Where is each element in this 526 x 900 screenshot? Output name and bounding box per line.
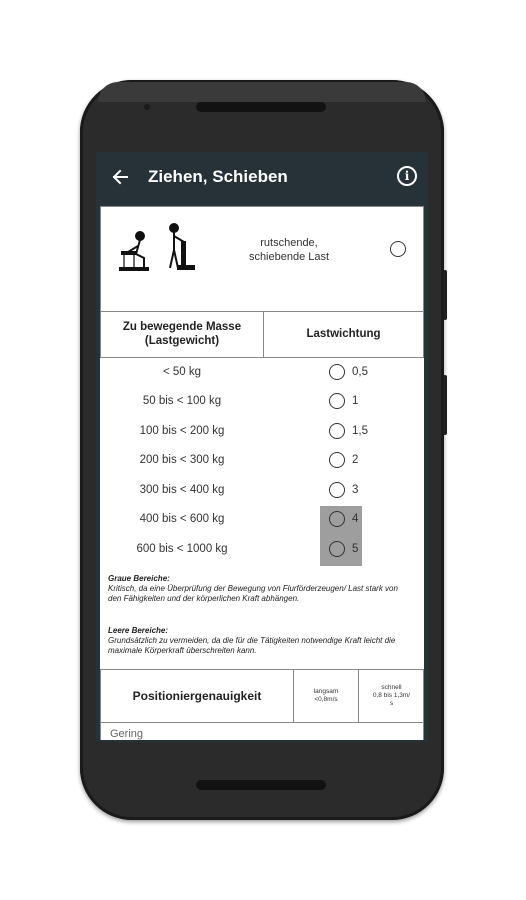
back-button[interactable]: [110, 167, 130, 187]
weight-radio[interactable]: [329, 393, 345, 409]
grey-areas-note: [108, 574, 408, 604]
header-weight: Lastwichtung: [306, 328, 381, 340]
weight-value: 5: [352, 543, 359, 555]
bottom-speaker: [196, 780, 326, 790]
app-bar: [96, 152, 428, 202]
positioning-row-label: Gering: [110, 728, 144, 740]
speed-fast-line3: s: [389, 700, 394, 707]
page-title: Ziehen, Schieben: [148, 167, 288, 186]
mass-label: 50 bis < 100 kg: [142, 395, 222, 407]
load-type-line2: schiebende Last: [248, 251, 330, 263]
speed-slow-line2: <0,8m/s: [314, 696, 338, 703]
mass-label: 400 bis < 600 kg: [139, 513, 225, 525]
info-button[interactable]: [397, 166, 417, 186]
phone-top-edge: [98, 82, 426, 102]
weight-radio[interactable]: [329, 482, 345, 498]
earpiece-speaker: [196, 102, 326, 112]
grey-areas-title: Graue Bereiche:: [108, 574, 170, 583]
mass-label: 200 bis < 300 kg: [139, 454, 225, 466]
speed-fast-line2: 0,8 bis 1,3m/: [372, 692, 411, 699]
weight-value: 3: [352, 484, 359, 496]
load-type-line1: rutschende,: [260, 237, 318, 249]
weight-radio[interactable]: [329, 364, 345, 380]
info-icon: i: [404, 169, 410, 183]
header-mass-line1: Zu bewegende Masse: [122, 321, 242, 333]
speed-slow-line1: langsam: [313, 688, 339, 695]
mass-label: 300 bis < 400 kg: [139, 484, 225, 496]
speed-fast-line1: schnell: [381, 684, 402, 691]
weight-radio[interactable]: [329, 452, 345, 468]
empty-areas-text: Grundsätzlich zu vermeiden, da die für die Tätigkeiten notwendige Kraft leicht die maximale Körperkraft überschreiten kann.: [108, 636, 396, 655]
speed-fast: [359, 670, 424, 722]
volume-button: [443, 270, 447, 320]
pushing-worker-figure: [118, 222, 198, 278]
app-screen: [96, 152, 428, 742]
arrow-left-icon: [112, 169, 128, 185]
weight-radio[interactable]: [329, 511, 345, 527]
grey-areas-text: Kritisch, da eine Überprüfung der Bewegung von Flurförderzeugen/ Last stark von den Fähigkeiten und der körperlichen Kraft abhängen.: [108, 584, 398, 603]
front-camera: [144, 104, 150, 110]
weight-radio[interactable]: [329, 423, 345, 439]
mass-label: < 50 kg: [162, 366, 202, 378]
weight-value: 0,5: [352, 366, 368, 378]
header-mass: [100, 311, 264, 357]
content-card: [100, 206, 424, 740]
load-type-label: [230, 236, 348, 264]
power-button: [443, 375, 447, 435]
mass-label: 600 bis < 1000 kg: [136, 543, 228, 555]
weight-value: 1,5: [352, 425, 368, 437]
speed-slow: [293, 670, 359, 722]
positioning-first-row: [100, 722, 424, 740]
weight-value: 4: [352, 513, 359, 525]
mass-label: 100 bis < 200 kg: [139, 425, 225, 437]
header-mass-line2: (Lastgewicht): [144, 335, 220, 347]
load-type-radio[interactable]: [390, 241, 406, 257]
weight-value: 1: [352, 395, 359, 407]
weight-value: 2: [352, 454, 359, 466]
weight-radio[interactable]: [329, 541, 345, 557]
empty-areas-note: [108, 626, 408, 656]
empty-areas-title: Leere Bereiche:: [108, 626, 169, 635]
positioning-title: Positioniergenauigkeit: [132, 689, 262, 703]
